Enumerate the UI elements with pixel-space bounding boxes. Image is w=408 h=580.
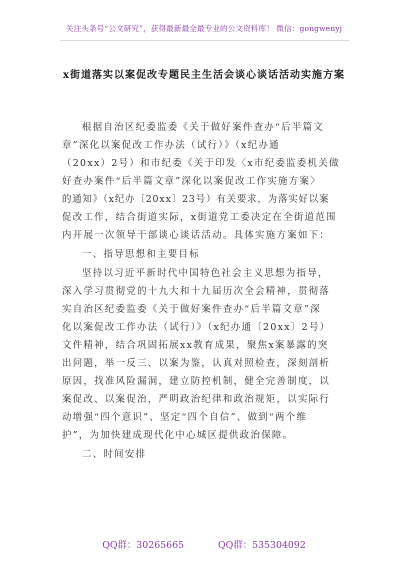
paragraph-line: 好查办案件“后半篇文章”深化以案促改工作实施方案〉 — [62, 176, 321, 187]
document-title: x街道落实以案促改专题民主生活会谈心谈话活动实施方案 — [63, 70, 345, 81]
paragraph-line: 章”深化以案促改工作办法（试行）》（x纪办通 — [62, 140, 280, 151]
paragraph-line: 促改工作，结合街道实际，x街道党工委决定在全街道范围 — [62, 212, 337, 223]
section-heading: 一、指导思想和主要目标 — [82, 249, 200, 260]
paragraph-line: 文件精神，结合巩固拓展xx教育成果，聚焦x案暴露的突 — [62, 340, 329, 351]
paragraph-line: 出问题，举一反三、以案为鉴，认真对照检查，深刻剖析 — [62, 358, 331, 369]
paragraph-line: 的通知》（x纪办〔20xx〕23号）有关要求，为落实好以案 — [62, 194, 330, 205]
paragraph-line: （20xx）2号）和市纪委《关于印发〈x市纪委监委机关做 — [62, 158, 340, 169]
section-heading: 二、时间安排 — [82, 449, 147, 460]
paragraph-line: 动增强“四个意识”、坚定“四个自信”、做到“两个维 — [62, 412, 308, 423]
paragraph-line: 坚持以习近平新时代中国特色社会主义思想为指导， — [82, 268, 329, 279]
paragraph-line: 内开展一次领导干部谈心谈话活动。具体实施方案如下： — [62, 230, 331, 241]
paragraph-line: 深入学习贯彻党的十九大和十九届历次全会精神，贯彻落 — [62, 286, 331, 297]
paragraph-line: 根据自治区纪委监委《关于做好案件查办“后半篇文 — [82, 122, 325, 133]
qq-group-1: QQ群：30265665 — [102, 540, 185, 551]
header-divider — [60, 40, 350, 41]
paragraph-line: 案促改、以案促治，严明政治纪律和政治规矩，以实际行 — [62, 394, 331, 405]
paragraph-line: 原因，找准风险漏洞，建立防控机制，健全完善制度，以 — [62, 376, 331, 387]
paragraph-line: 化以案促改工作办法（试行）》（x纪办通〔20xx〕2号） — [62, 322, 331, 333]
footer-qq-groups — [0, 537, 408, 551]
qq-group-2: QQ群：535304092 — [218, 540, 306, 551]
header-banner: 关注头条号“公文研究”，获得最新最全最专业的公文资料库！ 微信：gongwenyj — [65, 24, 343, 33]
paragraph-line: 护”，为加快建成现代化中心城区提供政治保障。 — [62, 430, 294, 441]
paragraph-line: 实自治区纪委监委《关于做好案件查办“后半篇文章”深 — [62, 304, 321, 315]
